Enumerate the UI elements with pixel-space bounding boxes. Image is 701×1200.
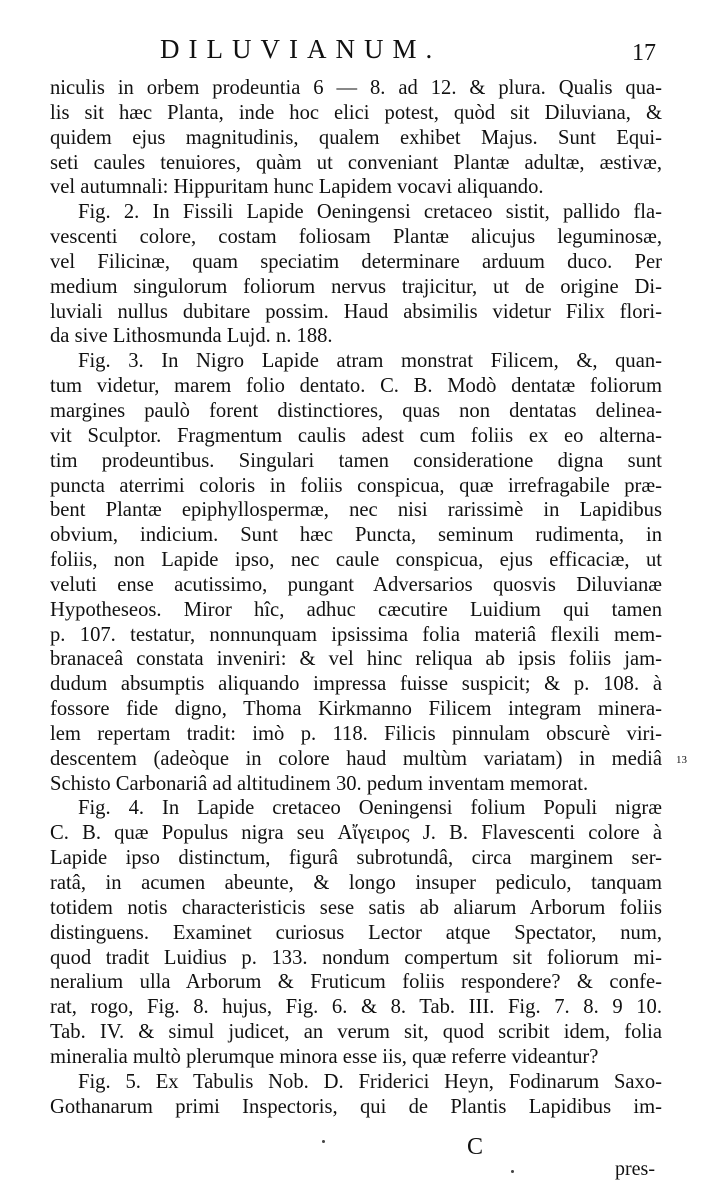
text-line: Fig. 2. In Fissili Lapide Oeningensi cretaceo sistit, pallido fla- [78,201,662,224]
text-line: C. B. quæ Populus nigra seu Αἴγειρος J. B. Flavescenti colore à [50,822,662,845]
text-line: medium singulorum foliorum nervus trajicitur, ut de origine Di- [50,275,662,298]
text-line: tum videtur, marem folio dentato. C. B. Modò dentatæ foliorum [50,375,662,398]
text-line: quidem ejus magnitudinis, qualem exhibet Majus. Sunt Equi- [50,126,662,149]
text-line: niculis in orbem prodeuntia 6 — 8. ad 12. & plura. Qualis qua- [50,77,662,99]
text-line: da sive Lithosmunda Lujd. n. 188. [50,325,333,348]
text-line: totidem notis characteristicis sese satis ab aliarum Arborum foliis [50,896,662,919]
margin-note: 13 [676,754,687,766]
text-line: vescenti colore, costam foliosam Plantæ alicujus leguminosæ, [50,226,662,249]
catchword: pres- [615,1158,655,1180]
text-line: ratâ, in acumen abeunte, & longo insuper pediculo, tanquam [50,872,662,894]
text-line: margines paulò forent distinctiores, quas non dentatas delinea- [50,399,662,422]
text-line: lis sit hæc Planta, inde hoc elici potest, quòd sit Diluviana, & [50,101,662,124]
text-line: veluti ense acutissimo, pungant Adversarios quosvis Diluvianæ [50,573,662,596]
text-line: Fig. 5. Ex Tabulis Nob. D. Friderici Heyn, Fodinarum Saxo- [78,1070,662,1093]
text-line: fossore fide digno, Thoma Kirkmanno Filicem integram minera- [50,698,662,721]
text-line: seti caules tenuiores, quàm ut conveniant Plantæ adultæ, æstivæ, [50,151,662,174]
text-line: bent Plantæ epiphyllospermæ, nec nisi rarissimè in Lapidibus [50,499,662,522]
running-title: DILUVIANUM. [160,34,442,64]
text-line: Schisto Carbonariâ ad altitudinem 30. pedum inventam memorat. [50,772,589,795]
text-line: Lapide ipso distinctum, figurâ subrotundâ, circa marginem ser- [50,847,662,870]
text-line: Hypotheseos. Miror hîc, adhuc cæcutire Luidium qui tamen [50,598,662,621]
text-line: distinguens. Examinet curiosus Lector atque Spectator, num, [50,921,662,944]
text-line: neralium ulla Arborum & Fruticum foliis respondere? & confe- [50,971,662,994]
text-line: puncta aterrimi coloris in foliis conspicua, quæ irrefragabile præ- [50,474,662,497]
text-line: descentem (adeòque in colore haud multùm variatam) in mediâ [50,747,662,770]
text-line: rat, rogo, Fig. 8. hujus, Fig. 6. & 8. Tab. III. Fig. 7. 8. 9 10. [50,996,662,1019]
text-line: quod tradit Luidius p. 133. nondum compertum sit foliorum mi- [50,946,662,969]
page-header [0,34,701,70]
text-line: foliis, non Lapide ipso, nec caule conspicua, ejus efficaciæ, ut [50,549,662,572]
text-line: luviali nullus dubitare possim. Haud absimilis videtur Filix flori- [50,300,662,323]
ink-speck [511,1170,514,1173]
page-number: 17 [632,40,656,66]
text-line: dudum absumptis aliquando impressa fuisse suspicit; & p. 108. à [50,673,662,696]
text-line: Tab. IV. & simul judicet, an verum sit, quod scribit idem, folia [50,1021,662,1044]
signature-mark: C [467,1134,484,1160]
text-line: mineralia multò plerumque minora esse iis, quæ referre videantur? [50,1045,599,1068]
text-line: Gothanarum primi Inspectoris, qui de Plantis Lapidibus im- [50,1095,662,1118]
text-line: branaceâ constata inveniri: & vel hinc reliqua ab ipsis foliis jam- [50,648,662,671]
ink-speck [322,1140,325,1143]
body-text [50,76,662,1119]
text-line: vel autumnali: Hippuritam hunc Lapidem vocavi aliquando. [50,176,544,199]
text-line: tim prodeuntibus. Singulari tamen consideratione digna sunt [50,449,662,472]
text-line: lem repertam tradit: imò p. 118. Filicis pinnulam obscurè viri- [50,722,662,745]
text-line: p. 107. testatur, nonnunquam ipsissima folia materiâ flexili mem- [50,623,662,646]
text-line: Fig. 4. In Lapide cretaceo Oeningensi folium Populi nigræ [78,797,662,820]
text-line: obvium, indicium. Sunt hæc Puncta, seminum rudimenta, in [50,524,662,547]
text-line: Fig. 3. In Nigro Lapide atram monstrat Filicem, &, quan- [78,350,662,373]
text-line: vit Sculptor. Fragmentum caulis adest cum foliis ex eo alterna- [50,424,662,447]
text-line: vel Filicinæ, quam speciatim determinare arduum duco. Per [50,250,662,273]
